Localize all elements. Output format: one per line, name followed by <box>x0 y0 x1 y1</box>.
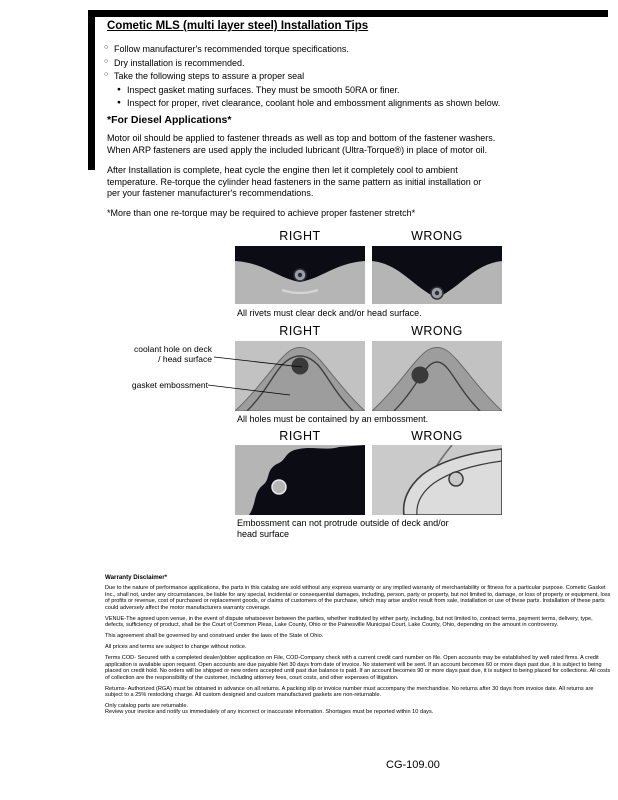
coolant-hole-callout: coolant hole on deck / head surface <box>134 344 212 365</box>
left-border-bar <box>88 10 95 170</box>
warranty-paragraph: Terms COD- Secured with a completed dealer/jobber application on File, COD-Company check with a current credit card number on file. Open accounts may be established by well rated firms. A credit application is available upon request. Open accounts are due payable Net 30 days from date of invoice. No statement will be sent. If an account becomes 60 or more days past due, it is subject to being placed on credit hold. No orders will be shipped or new orders accepted until past due balance is paid. If an account becomes 90 or more days past due, it is subject to being placed for collections. All costs of collection are the responsibility of the customer, including attorney fees, court costs, and other expenses of litigation. <box>105 655 611 681</box>
right-heading-row2: RIGHT <box>279 324 321 338</box>
diagram-caption-rivets: All rivets must clear deck and/or head surface. <box>237 308 422 318</box>
diagram-rivet-right <box>235 246 365 304</box>
right-heading-row3: RIGHT <box>279 429 321 443</box>
tip-subitem: ● Inspect for proper, rivet clearance, coolant hole and embossment alignments as shown below. <box>117 98 594 108</box>
tip-item: ○ Follow manufacturer's recommended torque specifications. <box>104 44 594 54</box>
tip-subitem: ● Inspect gasket mating surfaces. They must be smooth 50RA or finer. <box>117 85 594 95</box>
diagram-embossment-wrong <box>372 341 502 411</box>
top-border-bar <box>95 10 608 17</box>
diagram-caption-holes: All holes must be contained by an embossment. <box>237 414 429 424</box>
tip-item: ○ Dry installation is recommended. <box>104 58 594 68</box>
warranty-paragraph: Returns- Authorized (RGA) must be obtained in advance on all returns. A packing slip or invoice number must accompany the merchandise. No returns after 30 days from invoice date. All returns are subject to a 25% restocking charge. All custom designed and custom manufactured gaskets are non-returnable. <box>105 685 594 698</box>
warranty-paragraph: Due to the nature of performance applications, the parts in this catalog are sold without any express warranty or any implied warranty of merchantability or fitness for a particular purpose. Cometic Gasket Inc., shall not, under any circumstances, be liable for any special, incidental or consequential damages, including, person, party or property, but not limited to, damage, or loss of property or equipment, loss of profits or revenue, cost of purchased or replacement goods, or claims of customers of the purchase, which may arise and/or result from sale, installation or use of these parts. Installation of these parts could adversely affect the motor manufacturers warranty coverage. <box>105 585 611 611</box>
warranty-section <box>105 574 611 720</box>
warranty-paragraph: This agreement shall be governed by and construed under the laws of the State of Ohio. <box>105 633 324 640</box>
diagram-embossment-right <box>235 341 365 411</box>
retorque-note: *More than one re-torque may be required to achieve proper fastener stretch* <box>107 208 416 218</box>
gasket-embossment-callout: gasket embossment <box>131 380 208 390</box>
page-code: CG-109.00 <box>386 759 440 771</box>
diesel-paragraph-1: Motor oil should be applied to fastener threads as well as top and bottom of the fastener washers. When ARP fasteners are used apply the included lubricant (Ultra-Torque®) in place of motor oil. <box>107 133 496 155</box>
diagram-protrude-wrong <box>372 445 502 515</box>
diesel-paragraph-2: After Installation is complete, heat cycle the engine then let it completely cool to ambient temperature. Re-torque the cylinder head fasteners in the same pattern as initial installation or per your fastener manufacturer's recommendations. <box>107 165 482 199</box>
tip-item: ○ Take the following steps to assure a proper seal <box>104 71 594 81</box>
diagram-protrude-right <box>235 445 365 515</box>
warranty-paragraph: All prices and terms are subject to change without notice. <box>105 644 247 651</box>
installation-tips-list <box>104 44 594 112</box>
warranty-paragraph: Only catalog parts are returnable. <box>105 702 189 709</box>
diagram-caption-protrude: Embossment can not protrude outside of deck and/or head surface <box>237 518 449 540</box>
wrong-heading-row1: WRONG <box>411 229 463 243</box>
diesel-applications-heading: *For Diesel Applications* <box>107 114 232 126</box>
warranty-paragraph: Review your invoice and notify us immediately of any incorrect or inaccurate information. Shortages must be reported within 10 days. <box>105 709 434 716</box>
wrong-heading-row3: WRONG <box>411 429 463 443</box>
right-heading-row1: RIGHT <box>279 229 321 243</box>
page-title: Cometic MLS (multi layer steel) Installation Tips <box>107 20 369 32</box>
wrong-heading-row2: WRONG <box>411 324 463 338</box>
warranty-heading: Warranty Disclaimer* <box>105 574 168 581</box>
diagram-rivet-wrong <box>372 246 502 304</box>
warranty-paragraph: VENUE-The agreed upon venue, in the event of dispute whatsoever between the parties, whether instituted by either party, including, but not limited to, contract terms, payment terms, delivery, type, defects, sufficiency of product, shall be the Court of Common Pleas, Lake County, Ohio or the Painesville Municipal Court, Lake County, Ohio, depending on the amount in controversy. <box>105 615 593 629</box>
